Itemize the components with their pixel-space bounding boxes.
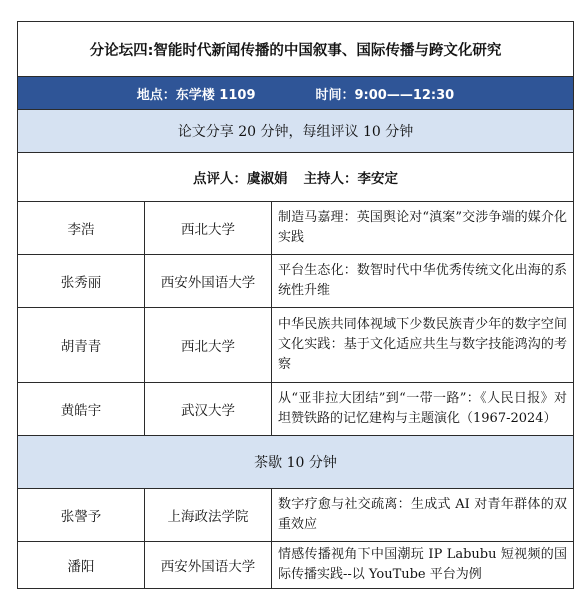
paper-title: 平台生态化：数智时代中华优秀传统文化出海的系统性升维 (272, 255, 574, 308)
presenter-row (18, 542, 574, 589)
location-time-cell (18, 77, 574, 110)
paper-title: 数字疗愈与社交疏离：生成式 AI 对青年群体的双重效应 (272, 489, 574, 542)
presenter-name: 李浩 (18, 202, 145, 255)
rules-text: 论文分享 20 分钟，每组评议 10 分钟 (18, 110, 574, 153)
presenter-row (18, 489, 574, 542)
forum-schedule (17, 21, 573, 589)
title-row (18, 22, 574, 77)
presenter-name: 胡青青 (18, 308, 145, 383)
rules-row (18, 110, 574, 153)
tea-break-text: 茶歇 10 分钟 (18, 436, 574, 489)
presenter-name: 张秀丽 (18, 255, 145, 308)
commentator-label: 点评人：虞淑娟 (193, 171, 288, 187)
commentator-host-row (18, 153, 574, 202)
presenter-row (18, 383, 574, 436)
schedule-table (17, 21, 574, 589)
paper-title: 制造马嘉理：英国舆论对“滇案”交涉争端的媒介化实践 (272, 202, 574, 255)
presenter-name: 张謦予 (18, 489, 145, 542)
tea-break-row (18, 436, 574, 489)
forum-title: 分论坛四:智能时代新闻传播的中国叙事、国际传播与跨文化研究 (18, 22, 574, 77)
presenter-row (18, 202, 574, 255)
presenter-name: 黄皓宇 (18, 383, 145, 436)
presenter-institution: 西北大学 (145, 308, 272, 383)
location-time-row (18, 77, 574, 110)
time-label: 时间：9:00——12:30 (315, 87, 455, 103)
paper-title: 从“亚非拉大团结”到“一带一路”：《人民日报》对坦赞铁路的记忆建构与主题演化（1967-2024） (272, 383, 574, 436)
presenter-institution: 武汉大学 (145, 383, 272, 436)
presenter-row (18, 308, 574, 383)
presenter-institution: 西安外国语大学 (145, 542, 272, 589)
commentator-host-cell (18, 153, 574, 202)
host-label: 主持人：李安定 (303, 171, 398, 187)
paper-title: 中华民族共同体视域下少数民族青少年的数字空间文化实践：基于文化适应共生与数字技能鸿沟的考察 (272, 308, 574, 383)
location-label: 地点：东学楼 1109 (136, 87, 256, 103)
presenter-institution: 西安外国语大学 (145, 255, 272, 308)
presenter-institution: 西北大学 (145, 202, 272, 255)
paper-title: 情感传播视角下中国潮玩 IP Labubu 短视频的国际传播实践--以 YouTube 平台为例 (272, 542, 574, 589)
presenter-institution: 上海政法学院 (145, 489, 272, 542)
presenter-row (18, 255, 574, 308)
presenter-name: 潘阳 (18, 542, 145, 589)
